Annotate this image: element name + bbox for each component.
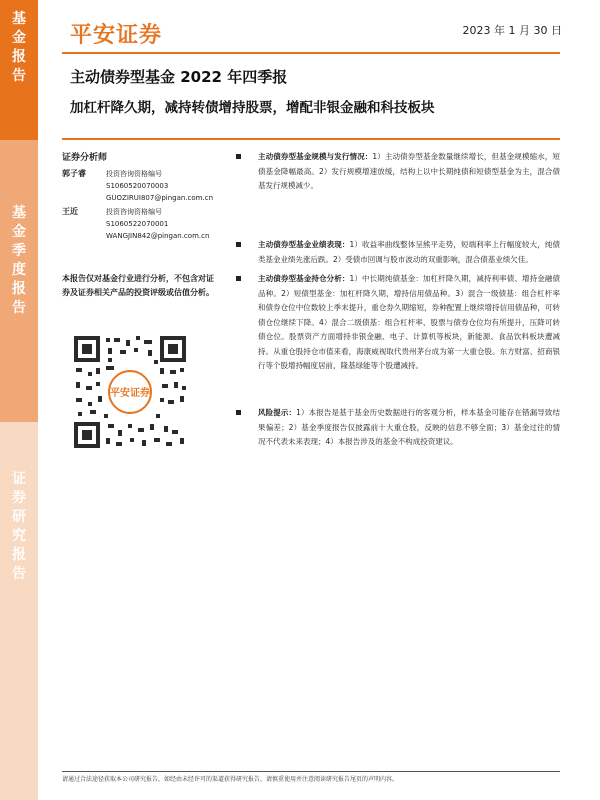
- analyst-heading: 证券分析师: [62, 153, 108, 163]
- analyst-block: [62, 206, 252, 242]
- sidebar-label: 证券研究报告: [12, 471, 26, 582]
- bullet-text: 1）中长期纯债基金：加杠杆降久期，减持利率债、增持金融债品种。2）短债型基金：加杠杆降久期，增持信用债品种。3）混合一级债基：组合杠杆率和债券仓位中位数较上季末提升，重仓券久期缩短，券种配置上继续增持信用债品种，可转债仓位继续下降。4）混合二级债基：组合杠杆率、股票与债券仓位均有所提升，压降可转债仓位。股票资产方面增持非银金融、电子、计算机等板块，新能源、食品饮料板块遭减持。从重仓股持仓市值来看，海康威视取代贵州茅台成为第一大重仓股。东方财富、招商银行等个股增持幅度居前，隆基绿能等个股遭减持。: [258, 274, 560, 370]
- analyst-name: 郭子睿: [62, 169, 86, 178]
- analyst-cert-label: 投资咨询资格编号: [106, 208, 162, 216]
- analyst-email: GUOZIRUI807@pingan.com.cn: [106, 194, 214, 202]
- bullet-heading: 主动债券型基金业绩表现：: [258, 240, 350, 249]
- bullet-text: 1）本报告是基于基金历史数据进行的客观分析，样本基金可能存在错漏导致结果偏差；2）基金季度报告仅披露前十大重仓股，反映的信息不够全面；3）基金过往的情况不代表未来表现；4）本报告涉及的基金不构成投资建议。: [258, 408, 560, 446]
- brand-logo: 平安证券: [70, 22, 163, 48]
- scope-disclaimer: 本报告仅对基金行业进行分析，不包含对证券及证券相关产品的投资评级或估值分析。: [62, 274, 214, 297]
- bullet-heading: 主动债券型基金规模与发行情况：: [258, 152, 373, 161]
- report-title: 主动债券型基金 2022 年四季报: [70, 68, 288, 86]
- bullet-text: 1）主动债券型基金数量继续增长，但基金规模缩水，短债基金降幅最高。2）发行规模增速放缓，结构上以中长期纯债和短债型基金为主，混合债基发行规模减少。: [258, 152, 561, 190]
- analyst-cert-no: S1060522070001: [106, 220, 169, 228]
- list-item: [236, 272, 560, 374]
- report-date: 2023 年 1 月 30 日: [462, 24, 562, 37]
- analyst-name: 王近: [62, 207, 78, 216]
- footer-divider: [62, 771, 560, 772]
- sidebar-section-quarterly: [0, 140, 38, 422]
- bullet-square-icon: [236, 276, 241, 281]
- title-divider: [62, 138, 560, 140]
- bullet-square-icon: [236, 242, 241, 247]
- list-item: [236, 238, 560, 267]
- sidebar-label: 基金报告: [12, 11, 26, 84]
- bullet-text: 1）收益率曲线整体呈熊平走势，短端利率上行幅度较大，纯债类基金业绩先涨后跌。2）受债市回调与股市波动的双重影响，混合债基业绩欠佳。: [258, 240, 560, 264]
- list-item: [236, 150, 560, 194]
- qr-code[interactable]: [72, 334, 188, 450]
- header-divider: [62, 52, 560, 54]
- sidebar-section-research: [0, 422, 38, 800]
- footer-notice: 请通过合法途径获取本公司研究报告，如经由未经许可的渠道获得研究报告，请慎重使用并注意阅读研究报告尾页的声明内容。: [62, 776, 399, 783]
- sidebar-section-fund-report: [0, 0, 38, 140]
- sidebar-label: 基金季度报告: [12, 205, 26, 316]
- analyst-cert-no: S1060520070003: [106, 182, 169, 190]
- bullet-heading: 风险提示：: [258, 408, 297, 417]
- qr-center-logo: 平安证券: [110, 388, 150, 399]
- analyst-cert-label: 投资咨询资格编号: [106, 170, 162, 178]
- bullet-square-icon: [236, 154, 241, 159]
- bullet-square-icon: [236, 410, 241, 415]
- bullet-heading: 主动债券型基金持仓分析：: [258, 274, 350, 283]
- analyst-email: WANGJIN842@pingan.com.cn: [106, 232, 210, 240]
- report-subtitle: 加杠杆降久期，减持转债增持股票，增配非银金融和科技板块: [70, 100, 435, 116]
- analyst-block: [62, 168, 252, 204]
- list-item: [236, 406, 560, 450]
